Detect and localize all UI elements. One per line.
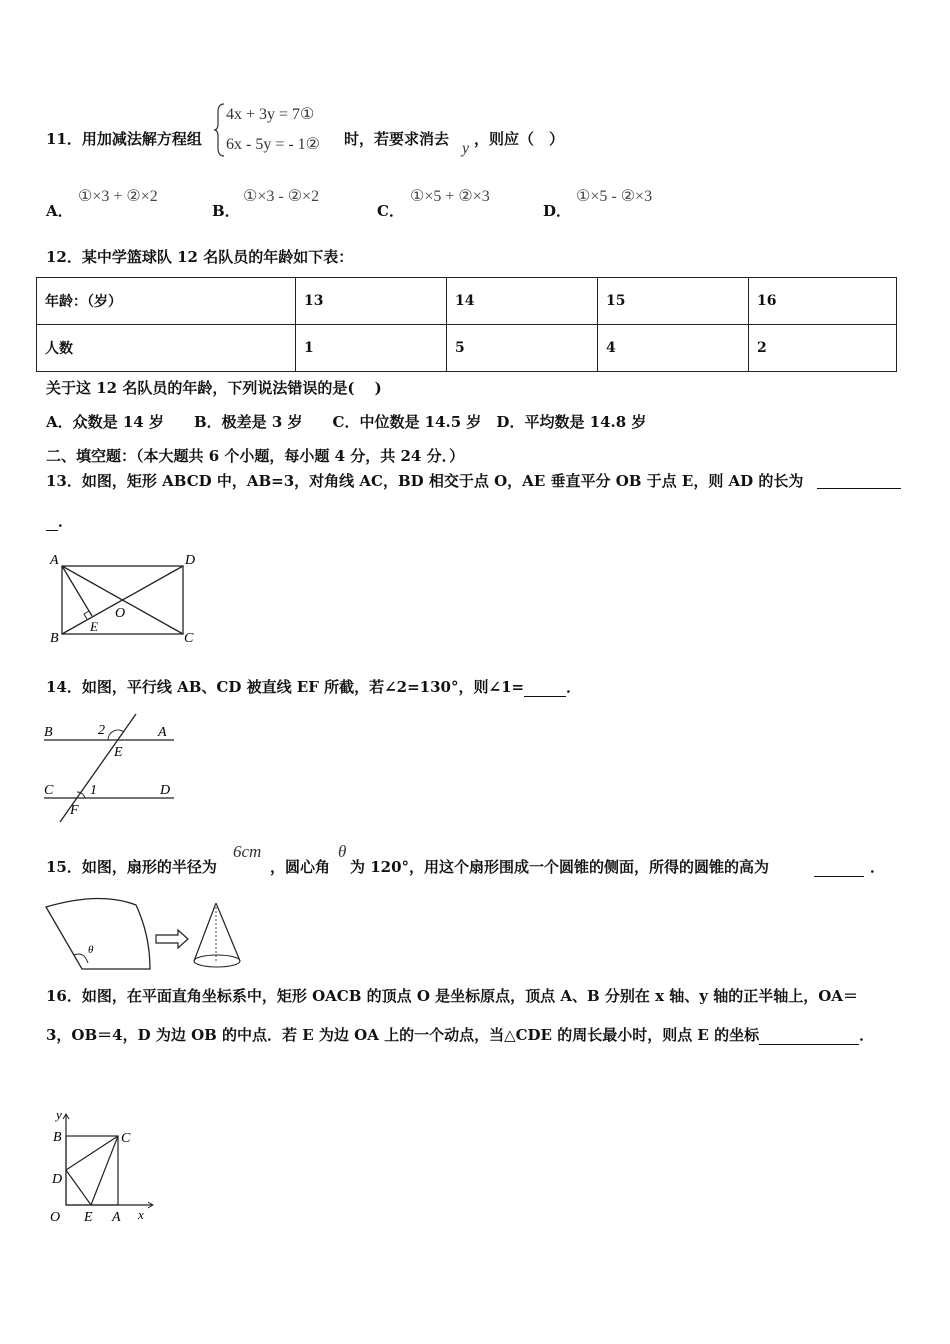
q15-theta: θ — [338, 842, 347, 861]
label-angle-1: 1 — [90, 783, 97, 798]
q16-line-2-text: 3，OB＝4，D 为边 OB 的中点．若 E 为边 OA 上的一个动点，当△CDE 的周长最小时，则点 E 的坐标 — [46, 1026, 760, 1044]
q16-coordinate-figure — [44, 1105, 164, 1230]
q12-text: 12．某中学篮球队 12 名队员的年龄如下表： — [46, 248, 354, 266]
label-a: A — [158, 725, 167, 740]
table-cell: 15 — [598, 278, 749, 325]
q13-answer-blank-2 — [46, 510, 73, 531]
q11-option-d-letter: D． — [543, 202, 572, 220]
q14-text — [46, 676, 581, 697]
q15-sector-cone-figure — [40, 895, 260, 975]
label-o: O — [50, 1210, 61, 1225]
table-cell: 5 — [447, 325, 598, 372]
q14-parallel-lines-figure — [40, 712, 180, 824]
cone-right-edge — [216, 903, 240, 961]
label-a: A — [50, 553, 59, 568]
q11-option-c-expr: ①×5 + ②×3 — [410, 188, 490, 205]
q15-mid: ，圆心角 — [270, 858, 331, 876]
q16-answer-blank — [759, 1026, 859, 1045]
label-c: C — [184, 631, 194, 645]
q14-answer-blank — [524, 678, 566, 697]
q16-end: ． — [859, 1026, 875, 1044]
arrow-icon — [156, 930, 188, 948]
q13-text: 13．如图，矩形 ABCD 中，AB=3，对角线 AC，BD 相交于点 O，AE 垂直平分 OB 于点 E，则 AD 的长为 — [46, 472, 804, 490]
label-b: B — [53, 1130, 62, 1145]
q11-option-c-letter: C． — [377, 202, 404, 220]
label-d: D — [52, 1172, 63, 1187]
table-row — [37, 278, 897, 325]
table-cell: 13 — [296, 278, 447, 325]
label-d: D — [185, 553, 196, 568]
q13-answer-blank-1 — [817, 470, 901, 489]
q11-option-b-expr: ①×3 - ②×2 — [243, 188, 320, 205]
q11-option-d-expr: ①×5 - ②×3 — [576, 188, 653, 205]
label-e: E — [114, 745, 123, 760]
segment-ec — [91, 1136, 118, 1205]
table-row — [37, 325, 897, 372]
q15-prefix: 15．如图，扇形的半径为 — [46, 858, 217, 876]
q11-option-a-expr: ①×3 + ②×2 — [78, 188, 158, 205]
label-o: O — [115, 606, 126, 621]
segment-ae — [62, 566, 92, 616]
table-cell: 年龄：（岁） — [37, 278, 296, 325]
table-cell: 2 — [749, 325, 897, 372]
q15-radius: 6cm — [233, 842, 262, 861]
q14-end: ． — [566, 678, 582, 696]
q13-end: ． — [58, 512, 74, 530]
label-x: x — [138, 1207, 144, 1222]
label-y: y — [56, 1107, 62, 1122]
q11-var-y: y — [462, 140, 470, 157]
label-d: D — [160, 783, 171, 798]
q12-options: A．众数是 14 岁 B．极差是 3 岁 C．中位数是 14.5 岁 D．平均数是 14.8 岁 — [46, 413, 647, 431]
segment-dc — [66, 1136, 118, 1170]
q15-suffix: 为 120°，用这个扇形围成一个圆锥的侧面，所得的圆锥的高为 — [350, 858, 770, 876]
q11-option-a-letter: A． — [46, 202, 73, 220]
table-cell: 16 — [749, 278, 897, 325]
right-angle-mark — [84, 611, 89, 619]
cone-left-edge — [194, 903, 216, 961]
table-cell: 人数 — [37, 325, 296, 372]
q11-option-b-letter: B． — [212, 202, 240, 220]
q13-rectangle-figure — [44, 550, 204, 645]
q15-answer-blank — [814, 856, 885, 877]
q11-suffix: ，则应（ ） — [474, 130, 565, 148]
label-b: B — [50, 631, 59, 645]
label-f: F — [70, 803, 79, 818]
section-2-heading: 二、填空题：（本大题共 6 个小题，每小题 4 分，共 24 分．） — [46, 447, 465, 465]
label-e: E — [90, 619, 98, 634]
q11-middle: 时，若要求消去 — [344, 130, 450, 148]
sector-shape — [46, 898, 150, 969]
label-a: A — [112, 1210, 121, 1225]
age-table — [36, 277, 897, 372]
rectangle-oacb — [66, 1136, 118, 1205]
label-angle-2: 2 — [98, 723, 105, 738]
q11-equation-1: 4x + 3y = 7① — [226, 106, 315, 123]
label-theta: θ — [88, 944, 94, 956]
label-e: E — [84, 1210, 93, 1225]
cone-base — [194, 955, 240, 967]
segment-de — [66, 1170, 91, 1205]
label-b: B — [44, 725, 53, 740]
table-cell: 1 — [296, 325, 447, 372]
q11-prefix: 11．用加减法解方程组 — [46, 130, 202, 148]
q14-text-main: 14．如图，平行线 AB、CD 被直线 EF 所截，若∠2=130°，则∠1= — [46, 678, 525, 696]
q12-question: 关于这 12 名队员的年龄，下列说法错误的是( ) — [46, 379, 382, 397]
table-cell: 14 — [447, 278, 598, 325]
table-cell: 4 — [598, 325, 749, 372]
label-c: C — [121, 1131, 131, 1146]
q16-line-2 — [46, 1024, 874, 1045]
label-c: C — [44, 783, 54, 798]
q11-equation-2: 6x - 5y = - 1② — [226, 136, 321, 153]
q16-line-1: 16．如图，在平面直角坐标系中，矩形 OACB 的顶点 O 是坐标原点，顶点 A、B 分别在 x 轴、y 轴的正半轴上，OA＝ — [46, 987, 858, 1005]
q15-end: ． — [870, 858, 886, 876]
